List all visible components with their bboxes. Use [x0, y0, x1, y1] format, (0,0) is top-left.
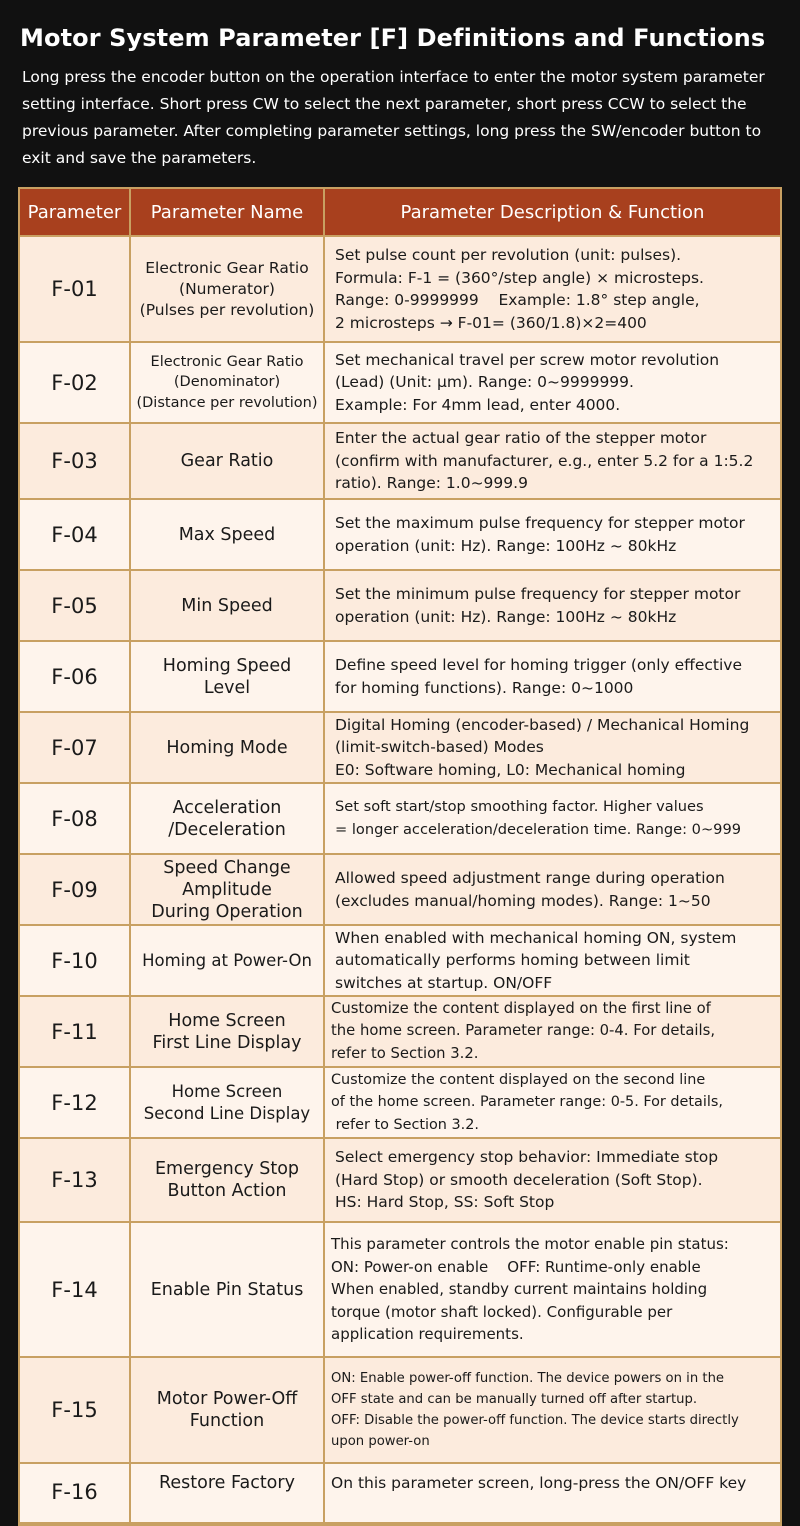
- param-code: F-14: [20, 1222, 130, 1357]
- header-description: Parameter Description & Function: [324, 189, 780, 236]
- table-row: [20, 925, 780, 996]
- param-name: Acceleration /Deceleration: [130, 783, 324, 854]
- param-description: Set the maximum pulse frequency for stepper motor operation (unit: Hz). Range: 100Hz ~ 80kHz: [324, 499, 780, 570]
- param-description: When enabled with mechanical homing ON, system automatically performs homing between limit switches at startup. ON/OFF: [324, 925, 780, 996]
- param-name: Home Screen Second Line Display: [130, 1067, 324, 1138]
- param-name: Homing Speed Level: [130, 641, 324, 712]
- param-description: Set the minimum pulse frequency for stepper motor operation (unit: Hz). Range: 100Hz ~ 80kHz: [324, 570, 780, 641]
- table-row: [20, 1463, 780, 1523]
- table-row: [20, 570, 780, 641]
- page-title: Motor System Parameter [F] Definitions and Functions: [20, 24, 766, 52]
- param-name: Max Speed: [130, 499, 324, 570]
- param-name: Homing Mode: [130, 712, 324, 783]
- header-parameter: Parameter: [20, 189, 130, 236]
- param-description: Allowed speed adjustment range during operation (excludes manual/homing modes). Range: 1~50: [324, 854, 780, 925]
- param-description: This parameter controls the motor enable pin status: ON: Power-on enable OFF: Runtime-only enable When enabled, standby current maintains holding torque (motor shaft locked). Configurable per application requirements.: [324, 1222, 780, 1357]
- param-description: ON: Enable power-off function. The device powers on in the OFF state and can be manually turned off after startup. OFF: Disable the power-off function. The device starts directly upon power-on: [324, 1357, 780, 1463]
- param-code: F-02: [20, 342, 130, 423]
- table-row: [20, 783, 780, 854]
- table-row: [20, 1222, 780, 1357]
- table-row: [20, 712, 780, 783]
- intro-paragraph: Long press the encoder button on the operation interface to enter the motor system parameter setting interface. Short press CW to select the next parameter, short press CCW to select the previous parameter. After completing parameter settings, long press the SW/encoder button to exit and save the parameters.: [22, 68, 765, 167]
- param-code: F-07: [20, 712, 130, 783]
- param-code: F-03: [20, 423, 130, 499]
- param-description: Select emergency stop behavior: Immediate stop (Hard Stop) or smooth deceleration (Soft Stop). HS: Hard Stop, SS: Soft Stop: [324, 1138, 780, 1222]
- param-description: Set soft start/stop smoothing factor. Higher values = longer acceleration/deceleration time. Range: 0~999: [324, 783, 780, 854]
- param-name: Emergency Stop Button Action: [130, 1138, 324, 1222]
- param-code: F-06: [20, 641, 130, 712]
- param-code: F-16: [20, 1463, 130, 1523]
- param-name: Speed Change Amplitude During Operation: [130, 854, 324, 925]
- param-code: F-04: [20, 499, 130, 570]
- table-row: [20, 1138, 780, 1222]
- param-name: Electronic Gear Ratio (Numerator) (Pulses per revolution): [130, 236, 324, 342]
- param-code: F-10: [20, 925, 130, 996]
- param-description: Enter the actual gear ratio of the stepper motor (confirm with manufacturer, e.g., enter 5.2 for a 1:5.2 ratio). Range: 1.0~999.9: [324, 423, 780, 499]
- param-description: Digital Homing (encoder-based) / Mechanical Homing (limit-switch-based) Modes E0: Software homing, L0: Mechanical homing: [324, 712, 780, 783]
- param-description: Customize the content displayed on the second line of the home screen. Parameter range: 0-5. For details, refer to Section 3.2.: [324, 1067, 780, 1138]
- param-name: Restore Factory: [130, 1463, 324, 1523]
- param-description: Set pulse count per revolution (unit: pulses). Formula: F-1 = (360°/step angle) × microsteps. Range: 0-9999999 Example: 1.8° step angle, 2 microsteps → F-01= (360/1.8)×2=400: [324, 236, 780, 342]
- table-row: [20, 854, 780, 925]
- param-code: F-08: [20, 783, 130, 854]
- table-header-row: [20, 189, 780, 236]
- param-description: On this parameter screen, long-press the ON/OFF key: [324, 1463, 780, 1523]
- param-code: F-01: [20, 236, 130, 342]
- table-row: [20, 499, 780, 570]
- param-code: F-13: [20, 1138, 130, 1222]
- param-code: F-11: [20, 996, 130, 1067]
- param-name: Electronic Gear Ratio (Denominator) (Distance per revolution): [130, 342, 324, 423]
- table-row: [20, 1067, 780, 1138]
- param-code: F-15: [20, 1357, 130, 1463]
- param-code: F-12: [20, 1067, 130, 1138]
- param-description: Customize the content displayed on the first line of the home screen. Parameter range: 0-4. For details, refer to Section 3.2.: [324, 996, 780, 1067]
- param-name: Homing at Power-On: [130, 925, 324, 996]
- table-row: [20, 641, 780, 712]
- param-description: Define speed level for homing trigger (only effective for homing functions). Range: 0~1000: [324, 641, 780, 712]
- param-name: Min Speed: [130, 570, 324, 641]
- param-name: Motor Power-Off Function: [130, 1357, 324, 1463]
- header-parameter-name: Parameter Name: [130, 189, 324, 236]
- param-name: Home Screen First Line Display: [130, 996, 324, 1067]
- param-code: F-05: [20, 570, 130, 641]
- param-name: Gear Ratio: [130, 423, 324, 499]
- param-name: Enable Pin Status: [130, 1222, 324, 1357]
- param-code: F-09: [20, 854, 130, 925]
- table-row: [20, 342, 780, 423]
- table-row: [20, 1357, 780, 1463]
- param-description: Set mechanical travel per screw motor revolution (Lead) (Unit: μm). Range: 0~9999999. Example: For 4mm lead, enter 4000.: [324, 342, 780, 423]
- table-row: [20, 236, 780, 342]
- table-row: [20, 996, 780, 1067]
- table-row: [20, 423, 780, 499]
- parameter-table: [18, 187, 782, 1526]
